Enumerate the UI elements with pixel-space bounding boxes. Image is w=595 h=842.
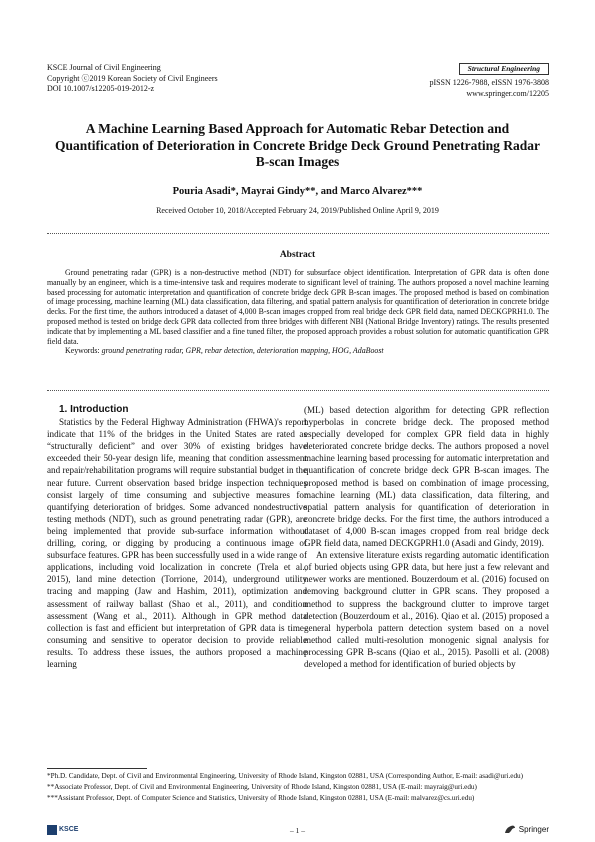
springer-horse-icon: [504, 824, 516, 834]
footnote: **Associate Professor, Dept. of Civil and Environmental Engineering, University of Rhode Island, Kingston 02881, USA (E-mail: mayraig@uri.edu): [47, 783, 477, 791]
keywords-label: Keywords:: [65, 346, 100, 356]
received-dates: Received October 10, 2018/Accepted February 24, 2019/Published Online April 9, 2019: [156, 206, 439, 215]
copyright: Copyright ⓒ2019 Korean Society of Civil Engineers: [47, 73, 218, 83]
springer-logo: [504, 824, 549, 834]
journal-header: [47, 63, 218, 95]
column-left: [47, 404, 307, 670]
section-badge: Structural Engineering: [459, 63, 549, 75]
page-number: – 1 –: [290, 826, 305, 835]
journal-name: KSCE Journal of Civil Engineering: [47, 63, 161, 72]
paragraph: (ML) based detection algorithm for detecting GPR reflection hyperbolas in concrete bridge deck. The proposed method especially developed for complex GPR field data in highly deteriorated concrete bridge decks. The authors proposed a novel machine learning based processing for automatic interpretation and quantification of concrete bridge deck GPR B-scan images. The proposed method is based on combination of image processing, machine learning (ML) data classification, data filtering, and spatial pattern analysis for quantification of deterioration in concrete bridge decks. For the first time, the authors introduced a dataset of 4,000 B-scan images cropped from real bridge deck GPR field data, named DECKGPRH1.0 (Asadi and Gindy, 2019).: [304, 405, 549, 549]
springer-text: Springer: [518, 824, 549, 834]
paragraph: Statistics by the Federal Highway Administration (FHWA)'s report indicate that 11% of the bridges in the United States are rated as “structurally deficient” and over 30% of existing bridges have exceeded their 50-year design life, meaning that condition assessment and repair/rehabilitation programs will require substantial budget in the near future. Current observation based bridge inspection techniques consist largely of time consuming and subjective measures for quantifying deterioration of bridges. Some advanced nondestructive testing methods (NDT), such as ground penetrating radar (GPR), are being implemented that provide sub-surface information without drilling, coring, or digging by producing a continuous image of subsurface features. GPR has been successfully used in a wide range of applications, including void localization in concrete (Trela et al., 2015), land mine detection (Torrione, 2014), underground utility tracing and mapping (Jaw and Hashim, 2011), optimization and assessment of railway ballast (Shao et al., 2011), and condition assessment (Wang et al., 2011). Although in GPR method data collection is fast and efficient but interpretation of GPR data is time-consuming and sensitive to operator decision to provide reliable results. To address these issues, the authors proposed a machine learning: [47, 417, 307, 669]
keywords: [47, 346, 549, 356]
abstract: [47, 268, 549, 356]
footnotes: [47, 771, 549, 804]
divider-top: [47, 233, 549, 234]
journal-info: [429, 63, 549, 99]
ksce-logo-text: KSCE: [59, 826, 79, 833]
journal-url[interactable]: www.springer.com/12205: [466, 88, 549, 98]
column-right: [304, 404, 549, 670]
footnote: *Ph.D. Candidate, Dept. of Civil and Environmental Engineering, University of Rhode Island, Kingston 02881, USA (Corresponding Author, E-mail: asadi@uri.edu): [47, 772, 524, 780]
authors: Pouria Asadi*, Mayrai Gindy**, and Marco Alvarez***: [172, 186, 423, 197]
abstract-text: Ground penetrating radar (GPR) is a non-destructive method (NDT) for subsurface object identification. Interpretation of GPR data is often done manually by an engineer, which is a time-intensive task and requires moderate to significant level of training. The authors proposed a novel machine learning based processing for automatic interpretation and quantification of concrete bridge deck GPR B-scan images. The proposed method is based on combination of image processing, machine learning (ML) data classification, data filtering, and spatial pattern analysis for quantification of deterioration in concrete bridge decks. For the first time, the authors introduced a dataset of 4,000 B-scan images cropped from real bridge deck GPR field data, named DECKGPRH1.0. The proposed method is tested on bridge deck GPR data collected from three bridges with different NBI (National Bridge Inventory) ratings. The results presented indicate that by implementing a ML based classifier and a fine tuned filter, the proposed approach provides a robust solution for automatic quantification GPR field data.: [47, 268, 549, 346]
paper-title: A Machine Learning Based Approach for Automatic Rebar Detection and Quantification of Deterioration in Concrete Bridge Deck Ground Penetrating Radar B-scan Images: [54, 121, 541, 169]
keywords-list: ground penetrating radar, GPR, rebar detection, deterioration mapping, HOG, AdaBoost: [101, 346, 384, 356]
doi: DOI 10.1007/s12205-019-2012-z: [47, 84, 155, 93]
footnote: ***Assistant Professor, Dept. of Computer Science and Statistics, University of Rhode Island, Kingston 02881, USA (E-mail: malvarez@cs.uri.edu): [47, 794, 475, 802]
divider-bottom: [47, 390, 549, 391]
section-heading: 1. Introduction: [59, 404, 129, 415]
footnote-rule: [47, 768, 147, 769]
issn: pISSN 1226-7988, eISSN 1976-3808: [429, 78, 549, 87]
paragraph: An extensive literature exists regarding automatic identification of buried objects using GPR data, but here just a few relevant and newer works are mentioned. Bouzerdoum et al. (2016) focused on removing background clutter in GPR scans. They proposed a method to suppress the background clutter to improve target detection (Bouzerdoum et al., 2016). Qiao et al. (2015) proposed a general hyperbola pattern detection system based on a novel method called multi-resolution monogenic signal analysis for processing GPR B-scans (Qiao et al., 2015). Pasolli et al. (2008) developed a method for identification of buried objects by: [304, 550, 549, 669]
abstract-heading: Abstract: [279, 250, 316, 260]
